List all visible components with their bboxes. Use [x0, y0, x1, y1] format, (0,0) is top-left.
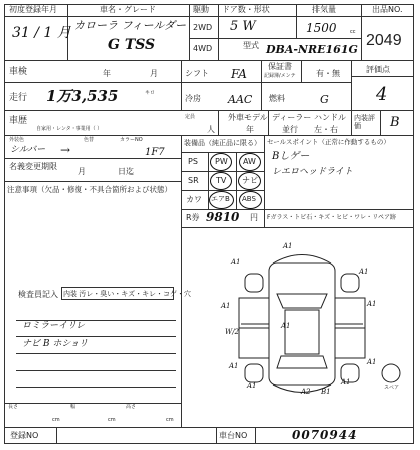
equip-tv-circle [210, 172, 232, 190]
damage-mark: A1 [231, 258, 241, 266]
shift-value: FA [231, 67, 247, 81]
divider [261, 60, 262, 110]
divider [218, 110, 219, 135]
km-unit: キロ [145, 90, 156, 96]
lot-label: 出品NO. [372, 5, 403, 14]
caution-title: 注意事項（欠品・修復・不具合箇所および状態） [7, 185, 172, 194]
inspector-note-2: ナビ B ホショリ [22, 339, 89, 349]
divider [4, 158, 181, 159]
ext-model-label: 外車モデル [228, 113, 268, 122]
history-label: 車歴 [9, 116, 28, 126]
damage-mark: A1 [341, 378, 351, 386]
damage-mark: W/2 [225, 328, 240, 336]
chassis-no-value: 0070944 [292, 428, 358, 442]
sales-point-1: Bしゲー [272, 151, 310, 162]
damage-mark: A1 [367, 358, 377, 366]
sales-points-title: セールスポイント（正常に作動するもの） [267, 138, 390, 146]
equip-airbag: エアB [211, 195, 230, 203]
fuel-label: 燃料 [269, 94, 285, 103]
mileage-label: 走行 [9, 93, 28, 103]
name-grade-label: 車名・グレード [100, 5, 156, 14]
divider [56, 427, 57, 444]
divider [4, 82, 351, 83]
divider [189, 4, 190, 60]
damage-mark: A1 [221, 302, 231, 310]
height-unit: cm [166, 417, 174, 423]
inspector-note-1: ロミラーイリレ [22, 321, 86, 331]
divider [4, 181, 181, 182]
recycle-value: 9810 [206, 210, 240, 224]
shaken-year-label: 年 [103, 69, 111, 78]
displacement-label: 排気量 [312, 5, 336, 14]
recycle-unit: 円 [250, 213, 258, 222]
divider [181, 60, 182, 110]
divider [351, 60, 352, 135]
name-change-label: 名義変更期限 [9, 162, 57, 171]
ext-model-unit: 年 [246, 125, 254, 134]
damage-mark: A1 [281, 322, 291, 330]
recycle-label: R券 [186, 213, 200, 222]
divider [236, 152, 237, 209]
car-name: カローラ フィールダー [74, 19, 186, 32]
drive-4wd: 4WD [193, 44, 213, 53]
divider [4, 110, 351, 111]
inspector-title: 検査員記入 [18, 290, 58, 299]
damage-mark: A1 [247, 382, 257, 390]
divider [351, 76, 414, 77]
equip-sr: SR [188, 176, 199, 185]
door-shape-value: 5 W [230, 19, 256, 34]
shaken-month-label: 月 [150, 69, 158, 78]
divider [361, 4, 362, 60]
score-value: 4 [376, 84, 388, 105]
cc-unit: cc [350, 29, 356, 35]
capacity-label: 定員 [185, 114, 196, 120]
ac-value: AAC [228, 93, 253, 106]
color-arrow: → [60, 143, 71, 157]
length-label: 長さ [8, 404, 19, 410]
divider [16, 353, 176, 354]
name-change-day: 日迄 [118, 167, 134, 176]
damage-mark: A2 [301, 388, 311, 396]
divider [4, 16, 414, 17]
equip-pw-circle [210, 153, 232, 171]
inspector-options-box [61, 287, 174, 300]
history-options: 自家用・レンタ・事業用（ ） [36, 126, 103, 132]
equip-aw-circle [239, 153, 261, 171]
model-label: 型式 [243, 41, 259, 50]
grade: G TSS [108, 37, 156, 53]
spare-label: スペア [384, 385, 400, 391]
model-value: DBA-NRE161G [266, 43, 358, 56]
warranty-sub: 記録簿/メンテ [264, 73, 296, 79]
color-code-value: 1F7 [145, 147, 165, 158]
equip-leather: カワ [186, 195, 202, 204]
divider [4, 60, 414, 61]
door-shape-label: ドア数・形状 [222, 5, 270, 14]
exterior-color-label: 外装色 [9, 137, 25, 143]
first-registration-label: 初度登録年月 [9, 5, 57, 14]
damage-mark: B1 [321, 388, 331, 396]
length-unit: cm [52, 417, 60, 423]
divider [4, 135, 414, 136]
inspector-options: 内装 汚レ・臭い・キズ・キレ・コゲ・穴 [63, 290, 192, 298]
reg-no-label: 登録NO [10, 431, 39, 440]
divider [351, 110, 414, 111]
equip-navi: ナビ [242, 176, 258, 185]
interior-value: B [390, 115, 400, 130]
divider [218, 4, 219, 60]
divider [268, 110, 269, 135]
fuel-value: G [320, 93, 329, 106]
damage-mark: A1 [229, 362, 239, 370]
score-label: 評価点 [366, 65, 390, 74]
divider [4, 403, 181, 404]
divider [264, 135, 265, 227]
color-code-label: カラーNO [120, 137, 143, 143]
sales-point-2: レエロヘッドライト [272, 167, 353, 177]
equip-navi-circle [238, 172, 261, 190]
damage-mark: A1 [359, 268, 369, 276]
equip-ps: PS [188, 157, 198, 166]
chassis-no-label: 車台NO [219, 431, 248, 440]
first-registration-value: 31 / 1 月 [12, 25, 71, 41]
car-damage-diagram [181, 228, 414, 398]
divider [16, 387, 176, 388]
mileage-value: 1万3,535 [46, 87, 119, 105]
displacement-value: 1500 [306, 21, 337, 35]
divider [216, 427, 217, 444]
divider [380, 110, 381, 135]
height-label: 高さ [126, 404, 137, 410]
divider [296, 4, 297, 38]
handle-value: 左・右 [314, 125, 338, 134]
interior-label: 内装評価 [354, 114, 375, 130]
divider [189, 38, 361, 39]
damage-mark: A1 [367, 300, 377, 308]
equip-aw: AW [243, 157, 256, 166]
drive-label: 駆動 [193, 5, 209, 14]
lot-value: 2049 [366, 32, 402, 49]
dealer-label: ディーラー [272, 113, 312, 122]
equip-abs: ABS [242, 195, 256, 203]
width-unit: cm [108, 417, 116, 423]
color-change-label: 色替 [84, 137, 95, 143]
equip-airbag-circle [209, 191, 234, 209]
damage-mark: A1 [283, 242, 293, 250]
dealer-value: 並行 [282, 125, 298, 134]
name-change-month: 月 [78, 167, 86, 176]
width-label: 幅 [70, 404, 76, 410]
windshield-legend: Fガラス・トビ石・キズ・ヒビ・ワレ・リペア跡 [267, 214, 397, 221]
warranty-value: 有・無 [316, 69, 340, 78]
ac-label: 冷房 [185, 94, 201, 103]
equip-pw: PW [215, 157, 228, 166]
divider [301, 60, 302, 82]
exterior-color-value: シルバー [10, 145, 46, 155]
warranty-label: 保証書 [268, 62, 292, 71]
divider [255, 427, 256, 444]
capacity-unit: 人 [207, 125, 215, 134]
divider [16, 336, 176, 337]
equipment-title: 装備品（純正品に限る） [184, 139, 261, 147]
handle-label: ハンドル [314, 113, 346, 122]
equip-tv: TV [216, 176, 227, 185]
drive-2wd: 2WD [193, 23, 213, 32]
shaken-label: 車検 [9, 67, 28, 77]
shift-label: シフト [185, 69, 209, 78]
divider [16, 370, 176, 371]
equip-abs-circle [239, 191, 262, 209]
